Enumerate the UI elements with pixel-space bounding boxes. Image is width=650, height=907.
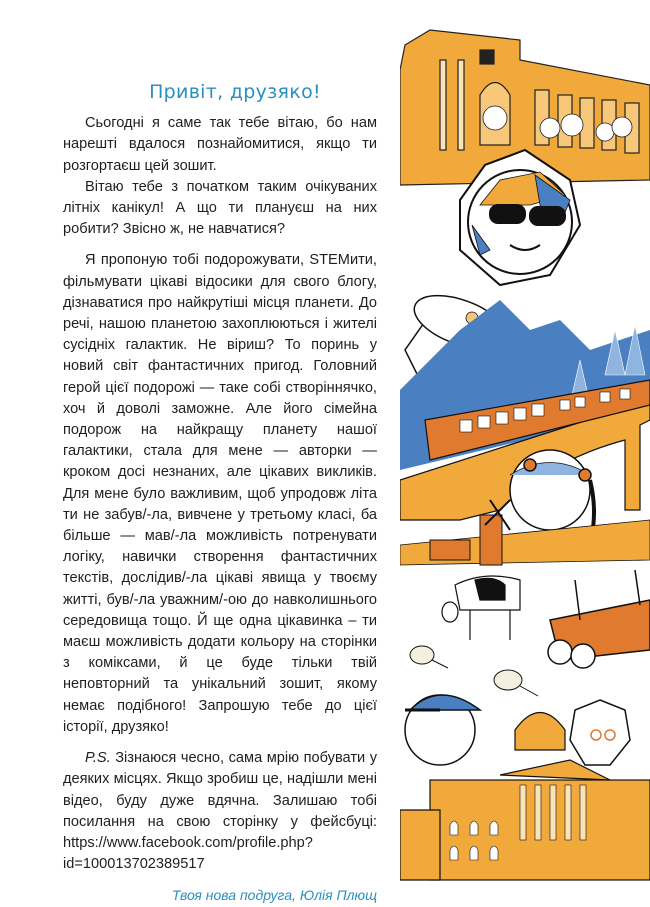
golf-cart-illustration: [548, 570, 650, 668]
sun-glasses-character: [570, 700, 630, 765]
letter: [63, 82, 377, 907]
sun-cap-character: [405, 695, 480, 765]
cow-illustration: [442, 576, 520, 640]
signature: Твоя нова подруга, Юлія Плющ: [171, 887, 377, 904]
paragraph-vacation: Вітаю тебе з початком таким очікуваних літніх канікул! А що ти плануєш на них робити? Звісно ж, не навчатися?: [63, 178, 377, 238]
ps-label: P.S.: [85, 750, 111, 767]
ps-text: Зізнаюся чесно, сама мрію побувати у деяких місцях. Якщо зробиш це, надішли мені відео, буду дуже вдячна. Залишаю тобі посилання на свою сторінку у фейсбуці: https://www.facebook.com/profile.php?id=100013702389517: [63, 750, 377, 873]
kiwi-birds-icon: [410, 646, 538, 696]
illustration-strip: [400, 0, 650, 900]
paragraph-proposal: Я пропоную тобі подорожувати, STEMити, фільмувати цікаві відосики для свого блогу, дізнаватися про найкрутіші місця планети. До речі, нашою планетою захоплюються і жителі сусідніх галактик. Не віриш? То поринь у новий світ фантастичних пригод. Головний герой цієї подорожі — таке собі створіннячко, хоч й доволі заможне. Але його сімейна подорож на найкращу планету нашої галактики, стала для мене — авторки — кроком досі незнаних, але цікавих викликів. Для мене було важливим, щоб упродовж літа ти не забув/-ла, вивчене у третьому класі, ба більше — мав/-ла можливість потренувати логіку, навички створення фантастичних текстів, дослідив/-ла цікаві явища у твоєму житті, був/-ла уважним/-ою до навколишнього середовища тощо. Й ще одна цікавинка – ти маєш можливість додати кольору на сторінки з коміксами, й це буде тільки твій неповторний та унікальний зошит, якому немає подібного! Запрошую тебе до цієї історії, друзяко!: [63, 252, 377, 735]
paragraph-ps: [63, 748, 377, 875]
letter-title: Привіт, друзяко!: [149, 81, 321, 103]
paragraph-greeting: Сьогодні я саме так тебе вітаю, бо нам нарешті вдалося познайомитися, якщо ти розгортаєш цей зошит.: [63, 115, 377, 174]
